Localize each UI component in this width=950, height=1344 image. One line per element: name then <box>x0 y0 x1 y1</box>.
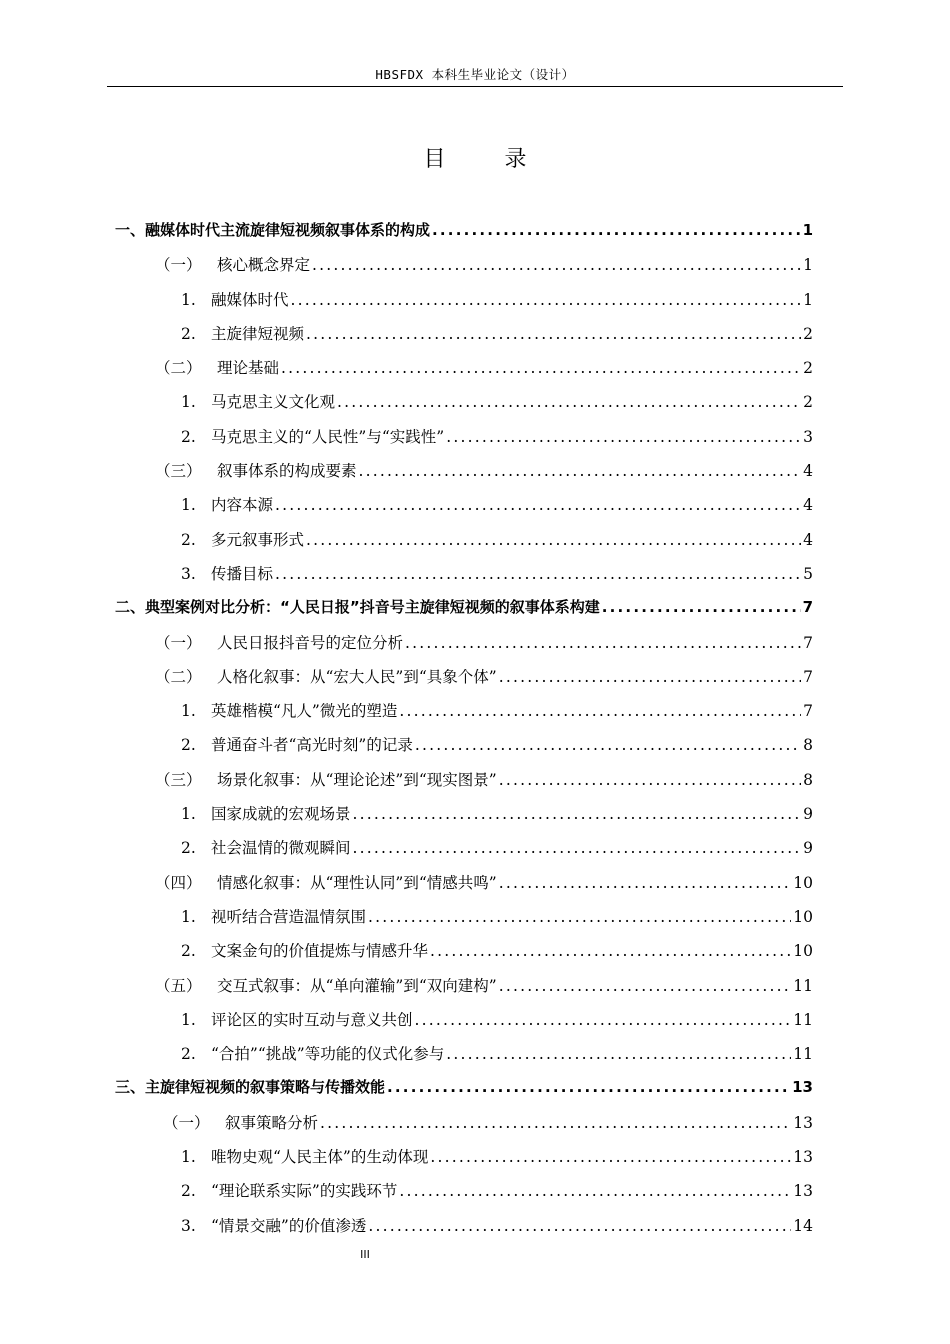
toc-dot-leader <box>446 428 801 446</box>
toc-entry-page: 4 <box>803 496 813 515</box>
toc-entry-page: 7 <box>803 667 813 686</box>
toc-entry-page: 9 <box>803 805 813 824</box>
toc-entry-page: 1 <box>803 290 813 309</box>
toc-entry-number: 2. <box>181 736 196 755</box>
toc-entry[interactable] <box>115 733 813 767</box>
toc-entry-number: 1. <box>181 393 196 412</box>
toc-entry[interactable] <box>115 665 813 699</box>
toc-entry-page: 4 <box>803 530 813 549</box>
toc-entry-label: 场景化叙事：从“理论论述”到“现实图景” <box>217 770 497 789</box>
toc-dot-leader <box>368 1217 791 1235</box>
toc-dot-leader <box>399 702 801 720</box>
toc-title: 目 录 <box>423 147 553 172</box>
toc-entry-page: 8 <box>803 736 813 755</box>
toc-entry-label: 二、典型案例对比分析：“人民日报”抖音号主旋律短视频的叙事体系构建 <box>115 598 600 617</box>
toc-entry-label: 核心概念界定 <box>217 256 311 275</box>
toc-dot-leader <box>499 771 801 789</box>
toc-dot-leader <box>387 1078 790 1096</box>
toc-entry-page: 2 <box>803 359 813 378</box>
toc-entry[interactable] <box>115 562 813 596</box>
toc-entry[interactable] <box>115 699 813 733</box>
toc-entry-page: 1 <box>803 256 813 275</box>
toc-entry[interactable] <box>115 1008 813 1042</box>
toc-entry[interactable] <box>115 836 813 870</box>
toc-entry-page: 13 <box>793 1182 813 1201</box>
toc-entry[interactable] <box>115 802 813 836</box>
toc-dot-leader <box>306 325 801 343</box>
toc-dot-leader <box>281 359 801 377</box>
toc-entry[interactable] <box>115 1179 813 1213</box>
toc-entry-number: （五） <box>155 976 202 995</box>
toc-entry-page: 11 <box>793 1010 813 1029</box>
toc-dot-leader <box>312 256 801 274</box>
toc-entry-number: 1. <box>181 496 196 515</box>
toc-entry-label: “情景交融”的价值渗透 <box>211 1216 367 1235</box>
toc-entry-page: 1 <box>802 221 813 239</box>
toc-entry-number: 2. <box>181 324 196 343</box>
toc-entry[interactable] <box>115 459 813 493</box>
toc-entry[interactable] <box>115 1111 813 1145</box>
toc-entry[interactable] <box>115 253 813 287</box>
toc-entry-page: 3 <box>803 427 813 446</box>
page-header: HBSFDX 本科生毕业论文（设计） <box>375 67 575 82</box>
toc-entry-number: 2. <box>181 530 196 549</box>
toc-entry-label: 内容本源 <box>211 496 274 515</box>
toc-entry-number: 1. <box>181 290 196 309</box>
toc-dot-leader <box>415 1011 792 1029</box>
toc-dot-leader <box>602 598 801 616</box>
toc-dot-leader <box>368 908 791 926</box>
toc-entry-label: 英雄楷模“凡人”微光的塑造 <box>211 702 398 721</box>
toc-entry[interactable] <box>115 905 813 939</box>
toc-dot-leader <box>353 839 802 857</box>
toc-dot-leader <box>337 393 801 411</box>
toc-entry[interactable] <box>115 596 813 630</box>
toc-entry[interactable] <box>115 528 813 562</box>
toc-entry-label: 马克思主义的“人民性”与“实践性” <box>211 427 445 446</box>
toc-dot-leader <box>405 634 801 652</box>
toc-entry-number: （四） <box>155 873 202 892</box>
toc-entry-page: 11 <box>793 976 813 995</box>
toc-dot-leader <box>432 221 801 239</box>
toc-dot-leader <box>430 1148 791 1166</box>
toc-entry-label: 理论基础 <box>217 359 280 378</box>
toc-dot-leader <box>499 977 792 995</box>
toc-entry[interactable] <box>115 974 813 1008</box>
toc-entry-label: 唯物史观“人民主体”的生动体现 <box>211 1148 429 1167</box>
toc-entry[interactable] <box>115 356 813 390</box>
toc-entry-label: 人格化叙事：从“宏大人民”到“具象个体” <box>217 667 497 686</box>
toc-entry-number: （一） <box>163 1113 210 1132</box>
toc-entry-page: 2 <box>803 393 813 412</box>
toc-entry-page: 10 <box>793 873 813 892</box>
toc-entry-number: （二） <box>155 667 202 686</box>
toc-entry-page: 10 <box>793 907 813 926</box>
toc-dot-leader <box>275 565 801 583</box>
toc-dot-leader <box>320 1114 791 1132</box>
toc-dot-leader <box>446 1045 791 1063</box>
toc-entry[interactable] <box>115 219 813 253</box>
toc-entry-label: 社会温情的微观瞬间 <box>211 839 351 858</box>
toc-entry-number: （一） <box>155 633 202 652</box>
toc-entry-page: 10 <box>793 942 813 961</box>
toc-entry[interactable] <box>115 1214 813 1248</box>
toc-entry[interactable] <box>115 1145 813 1179</box>
toc-entry-number: 3. <box>181 1216 196 1235</box>
header-rule <box>107 86 843 87</box>
toc-entry-label: 文案金句的价值提炼与情感升华 <box>211 942 429 961</box>
toc-entry[interactable] <box>115 631 813 665</box>
toc-dot-leader <box>430 942 791 960</box>
table-of-contents <box>115 219 813 1248</box>
toc-entry-page: 7 <box>803 633 813 652</box>
toc-entry-number: 2. <box>181 942 196 961</box>
toc-entry-number: 2. <box>181 1045 196 1064</box>
toc-entry-label: 情感化叙事：从“理性认同”到“情感共鸣” <box>217 873 497 892</box>
toc-entry-page: 7 <box>803 702 813 721</box>
toc-entry[interactable] <box>115 425 813 459</box>
toc-entry-label: 多元叙事形式 <box>211 530 305 549</box>
toc-entry[interactable] <box>115 322 813 356</box>
toc-entry-number: 1. <box>181 1010 196 1029</box>
toc-entry-label: 普通奋斗者“高光时刻”的记录 <box>211 736 413 755</box>
toc-entry-label: 人民日报抖音号的定位分析 <box>217 633 404 652</box>
toc-dot-leader <box>306 531 801 549</box>
toc-entry-label: 视听结合营造温情氛围 <box>211 907 367 926</box>
toc-entry[interactable] <box>115 871 813 905</box>
toc-dot-leader <box>499 874 792 892</box>
toc-entry-number: 1. <box>181 702 196 721</box>
toc-entry-label: 三、主旋律短视频的叙事策略与传播效能 <box>115 1078 386 1097</box>
toc-entry-number: 2. <box>181 839 196 858</box>
toc-entry[interactable] <box>115 1042 813 1076</box>
toc-entry-page: 5 <box>803 564 813 583</box>
toc-dot-leader <box>291 291 802 309</box>
toc-entry-page: 13 <box>793 1113 813 1132</box>
toc-entry-label: 国家成就的宏观场景 <box>211 805 351 824</box>
toc-dot-leader <box>499 668 801 686</box>
toc-entry-label: 叙事体系的构成要素 <box>217 462 357 481</box>
toc-entry-label: 一、融媒体时代主流旋律短视频叙事体系的构成 <box>115 221 431 239</box>
toc-entry-label: “合拍”“挑战”等功能的仪式化参与 <box>211 1045 445 1064</box>
toc-entry-number: （二） <box>155 359 202 378</box>
toc-dot-leader <box>415 736 801 754</box>
toc-entry-number: （三） <box>155 770 202 789</box>
toc-entry-label: 传播目标 <box>211 564 274 583</box>
toc-entry-label: “理论联系实际”的实践环节 <box>211 1182 398 1201</box>
toc-entry[interactable] <box>115 288 813 322</box>
toc-dot-leader <box>359 462 802 480</box>
toc-entry-number: （一） <box>155 256 202 275</box>
toc-entry-page: 11 <box>793 1045 813 1064</box>
toc-entry-page: 14 <box>793 1216 813 1235</box>
toc-entry-label: 融媒体时代 <box>211 290 289 309</box>
toc-entry-label: 交互式叙事：从“单向灌输”到“双向建构” <box>217 976 497 995</box>
toc-entry[interactable] <box>115 1076 813 1110</box>
toc-entry-page: 8 <box>803 770 813 789</box>
toc-entry-page: 2 <box>803 324 813 343</box>
toc-entry[interactable] <box>115 768 813 802</box>
toc-dot-leader <box>353 805 802 823</box>
toc-entry-page: 13 <box>793 1148 813 1167</box>
toc-entry-page: 4 <box>803 462 813 481</box>
toc-entry-number: 1. <box>181 1148 196 1167</box>
toc-entry-label: 评论区的实时互动与意义共创 <box>211 1010 413 1029</box>
toc-entry[interactable] <box>115 390 813 424</box>
toc-entry[interactable] <box>115 939 813 973</box>
toc-entry-label: 马克思主义文化观 <box>211 393 336 412</box>
toc-entry-page: 13 <box>792 1078 813 1097</box>
toc-entry[interactable] <box>115 493 813 527</box>
page-number-footer: III <box>360 1248 370 1261</box>
toc-entry-number: （三） <box>155 462 202 481</box>
toc-entry-number: 1. <box>181 907 196 926</box>
toc-entry-number: 2. <box>181 1182 196 1201</box>
toc-entry-page: 9 <box>803 839 813 858</box>
toc-entry-number: 3. <box>181 564 196 583</box>
toc-entry-page: 7 <box>802 598 813 617</box>
toc-entry-number: 1. <box>181 805 196 824</box>
toc-dot-leader <box>275 496 801 514</box>
toc-dot-leader <box>399 1182 791 1200</box>
toc-entry-label: 主旋律短视频 <box>211 324 305 343</box>
toc-entry-label: 叙事策略分析 <box>225 1113 319 1132</box>
toc-entry-number: 2. <box>181 427 196 446</box>
